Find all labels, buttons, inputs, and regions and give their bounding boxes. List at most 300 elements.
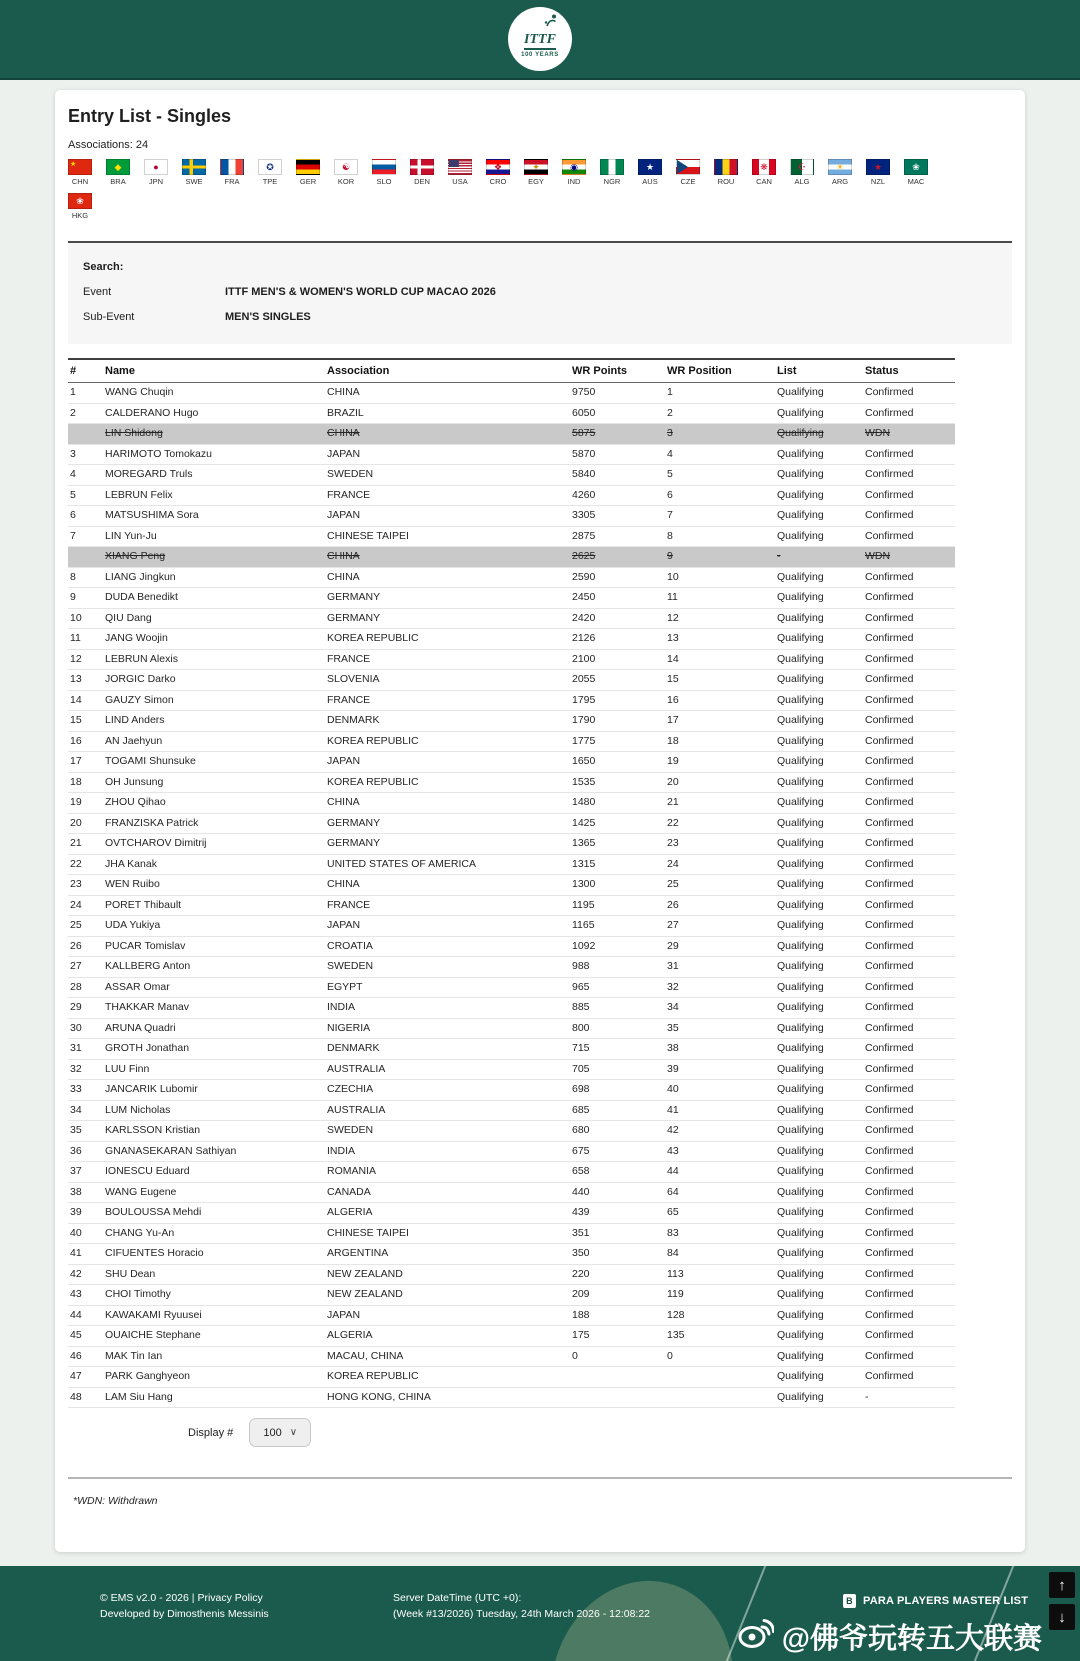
cell-points: 1300	[570, 875, 665, 896]
page-title: Entry List - Singles	[68, 106, 232, 126]
cell-points: 2100	[570, 649, 665, 670]
cell-num: 20	[68, 813, 103, 834]
cell-position: 38	[665, 1039, 775, 1060]
cell-status: WDN	[863, 547, 955, 568]
cell-position: 35	[665, 1018, 775, 1039]
cell-assoc: CHINA	[325, 383, 570, 404]
cell-status: Confirmed	[863, 813, 955, 834]
cell-status: Confirmed	[863, 752, 955, 773]
tpe-flag-icon	[258, 159, 282, 175]
table-row	[68, 895, 955, 916]
cell-position: 40	[665, 1080, 775, 1101]
flag-den	[410, 159, 448, 186]
cell-position: 19	[665, 752, 775, 773]
aus-flag-icon	[638, 159, 662, 175]
cell-assoc: SWEDEN	[325, 957, 570, 978]
cell-name: MATSUSHIMA Sora	[103, 506, 325, 527]
cell-points: 3305	[570, 506, 665, 527]
table-row	[68, 916, 955, 937]
table-body	[68, 383, 955, 1408]
cell-status: Confirmed	[863, 465, 955, 486]
cell-status: Confirmed	[863, 1080, 955, 1101]
cell-list: Qualifying	[775, 1080, 863, 1101]
cell-position: 6	[665, 485, 775, 506]
cell-name: AN Jaehyun	[103, 731, 325, 752]
table-row	[68, 1121, 955, 1142]
cell-status: Confirmed	[863, 383, 955, 404]
cell-points: 2625	[570, 547, 665, 568]
cell-position: 83	[665, 1223, 775, 1244]
cell-num: 19	[68, 793, 103, 814]
cell-num: 15	[68, 711, 103, 732]
flag-code-label: DEN	[414, 177, 430, 186]
cell-points: 6050	[570, 403, 665, 424]
filter-panel	[68, 241, 1012, 344]
cell-num: 12	[68, 649, 103, 670]
search-row	[83, 255, 997, 280]
flag-can	[752, 159, 790, 186]
hkg-flag-icon	[68, 193, 92, 209]
server-datetime-value: (Week #13/2026) Tuesday, 24th March 2026 - 12:08:22	[393, 1608, 651, 1620]
cell-points: 705	[570, 1059, 665, 1080]
cell-num: 37	[68, 1162, 103, 1183]
cell-list: Qualifying	[775, 957, 863, 978]
table-row	[68, 547, 955, 568]
usa-flag-icon	[448, 159, 472, 175]
cell-name: OUAICHE Stephane	[103, 1326, 325, 1347]
cell-num: 8	[68, 567, 103, 588]
column-header: Association	[325, 359, 570, 383]
cell-name: KARLSSON Kristian	[103, 1121, 325, 1142]
cell-name: ASSAR Omar	[103, 977, 325, 998]
cell-num: 11	[68, 629, 103, 650]
table-row	[68, 1203, 955, 1224]
cell-position: 2	[665, 403, 775, 424]
flag-emblem: ❋	[760, 161, 768, 172]
cell-points: 1650	[570, 752, 665, 773]
cell-position: 32	[665, 977, 775, 998]
cell-num: 40	[68, 1223, 103, 1244]
flag-arg	[828, 159, 866, 186]
flag-emblem: ✪	[266, 161, 274, 172]
cell-num: 34	[68, 1100, 103, 1121]
cell-points: 2055	[570, 670, 665, 691]
cell-assoc: FRANCE	[325, 649, 570, 670]
cell-status: Confirmed	[863, 1018, 955, 1039]
cell-name: TOGAMI Shunsuke	[103, 752, 325, 773]
privacy-policy-link[interactable]: Privacy Policy	[197, 1592, 263, 1604]
cell-assoc: CHINA	[325, 793, 570, 814]
table-row	[68, 444, 955, 465]
cell-position: 23	[665, 834, 775, 855]
display-count-row	[188, 1418, 1012, 1447]
flag-slo	[372, 159, 410, 186]
cell-name: ZHOU Qihao	[103, 793, 325, 814]
developer-text: Developed by Dimosthenis Messinis	[100, 1608, 269, 1620]
cell-assoc: SWEDEN	[325, 1121, 570, 1142]
cell-points: 965	[570, 977, 665, 998]
cell-list: Qualifying	[775, 1223, 863, 1244]
cell-position: 21	[665, 793, 775, 814]
cell-position: 13	[665, 629, 775, 650]
flag-ger	[296, 159, 334, 186]
ngr-flag-icon	[600, 159, 624, 175]
flag-code-label: NZL	[870, 177, 886, 186]
cell-position: 41	[665, 1100, 775, 1121]
cell-name: MOREGARD Truls	[103, 465, 325, 486]
cell-name: KAWAKAMI Ryuusei	[103, 1305, 325, 1326]
cell-list: Qualifying	[775, 854, 863, 875]
cell-list: Qualifying	[775, 916, 863, 937]
ger-flag-icon	[296, 159, 320, 175]
flag-swe	[182, 159, 220, 186]
mac-flag-icon	[904, 159, 928, 175]
cell-assoc: BRAZIL	[325, 403, 570, 424]
flag-rou	[714, 159, 752, 186]
cell-status: Confirmed	[863, 1305, 955, 1326]
cell-points: 885	[570, 998, 665, 1019]
cell-position: 25	[665, 875, 775, 896]
ittf-logo-years: 100 YEARS	[521, 51, 559, 58]
cell-name: GNANASEKARAN Sathiyan	[103, 1141, 325, 1162]
cell-status: Confirmed	[863, 834, 955, 855]
cell-position: 34	[665, 998, 775, 1019]
cell-num: 32	[68, 1059, 103, 1080]
fra-flag-icon	[220, 159, 244, 175]
cell-num: 29	[68, 998, 103, 1019]
cell-position: 64	[665, 1182, 775, 1203]
cell-list: Qualifying	[775, 588, 863, 609]
flags-list	[68, 159, 973, 227]
flag-emblem: ◆	[114, 161, 122, 172]
cell-list: Qualifying	[775, 608, 863, 629]
flag-code-label: HKG	[71, 211, 89, 220]
cell-name: THAKKAR Manav	[103, 998, 325, 1019]
display-count-value: 100	[263, 1426, 282, 1439]
cell-assoc: AUSTRALIA	[325, 1059, 570, 1080]
flag-code-label: FRA	[224, 177, 240, 186]
cell-points: 1790	[570, 711, 665, 732]
cell-list: Qualifying	[775, 1203, 863, 1224]
cell-name: GROTH Jonathan	[103, 1039, 325, 1060]
cell-assoc: CZECHIA	[325, 1080, 570, 1101]
table-row	[68, 957, 955, 978]
cell-list: Qualifying	[775, 1387, 863, 1408]
cell-assoc: MACAU, CHINA	[325, 1346, 570, 1367]
cell-assoc: FRANCE	[325, 690, 570, 711]
entry-table	[68, 358, 955, 1408]
cell-position: 135	[665, 1326, 775, 1347]
cell-list: Qualifying	[775, 403, 863, 424]
cell-assoc: GERMANY	[325, 608, 570, 629]
flag-usa	[448, 159, 486, 186]
flag-kor	[334, 159, 372, 186]
swe-flag-icon	[182, 159, 206, 175]
cell-list: Qualifying	[775, 1326, 863, 1347]
flag-cro	[486, 159, 524, 186]
cell-position: 42	[665, 1121, 775, 1142]
event-row	[83, 280, 997, 305]
cell-list: Qualifying	[775, 977, 863, 998]
cell-status: Confirmed	[863, 875, 955, 896]
cell-name: DUDA Benedikt	[103, 588, 325, 609]
cell-status: Confirmed	[863, 1223, 955, 1244]
cell-position: 14	[665, 649, 775, 670]
cell-list: Qualifying	[775, 690, 863, 711]
cell-status: Confirmed	[863, 936, 955, 957]
cell-points: 9750	[570, 383, 665, 404]
table-row	[68, 1223, 955, 1244]
cell-points: 2420	[570, 608, 665, 629]
cell-list: Qualifying	[775, 383, 863, 404]
table-row	[68, 1326, 955, 1347]
column-header: WR Points	[570, 359, 665, 383]
cell-status: Confirmed	[863, 526, 955, 547]
cell-list: Qualifying	[775, 506, 863, 527]
table-tennis-player-icon	[543, 14, 559, 32]
table-row	[68, 588, 955, 609]
column-header: Name	[103, 359, 325, 383]
flag-cze	[676, 159, 714, 186]
cell-num: 30	[68, 1018, 103, 1039]
cell-num: 31	[68, 1039, 103, 1060]
cell-status: Confirmed	[863, 711, 955, 732]
cell-assoc: CROATIA	[325, 936, 570, 957]
cell-status: Confirmed	[863, 998, 955, 1019]
table-row	[68, 1367, 955, 1388]
flag-nzl	[866, 159, 904, 186]
cell-assoc: GERMANY	[325, 588, 570, 609]
cell-assoc: CHINA	[325, 547, 570, 568]
table-row	[68, 424, 955, 445]
cell-list: Qualifying	[775, 567, 863, 588]
table-row	[68, 1018, 955, 1039]
scroll-to-bottom-button[interactable]: ↓	[1049, 1604, 1075, 1630]
cell-position: 20	[665, 772, 775, 793]
cell-points: 698	[570, 1080, 665, 1101]
table-row	[68, 506, 955, 527]
scroll-to-top-button[interactable]: ↑	[1049, 1572, 1075, 1598]
cell-status: Confirmed	[863, 1141, 955, 1162]
cell-list: Qualifying	[775, 834, 863, 855]
cell-points	[570, 1387, 665, 1408]
flag-code-label: IND	[567, 177, 581, 186]
flag-mac	[904, 159, 942, 186]
flag-chn	[68, 159, 106, 186]
cell-status: Confirmed	[863, 854, 955, 875]
cell-name: HARIMOTO Tomokazu	[103, 444, 325, 465]
table-row	[68, 1346, 955, 1367]
cell-points: 1165	[570, 916, 665, 937]
table-row	[68, 1387, 955, 1408]
cell-list: Qualifying	[775, 752, 863, 773]
cell-position: 0	[665, 1346, 775, 1367]
weibo-icon	[738, 1618, 774, 1656]
cell-name: BOULOUSSA Mehdi	[103, 1203, 325, 1224]
cell-list: Qualifying	[775, 1059, 863, 1080]
cell-points: 5875	[570, 424, 665, 445]
cell-list: Qualifying	[775, 1141, 863, 1162]
table-row	[68, 854, 955, 875]
cell-list: Qualifying	[775, 998, 863, 1019]
cell-assoc: ALGERIA	[325, 1203, 570, 1224]
cell-points: 2875	[570, 526, 665, 547]
cell-points: 440	[570, 1182, 665, 1203]
cell-assoc: CHINA	[325, 567, 570, 588]
cell-position: 10	[665, 567, 775, 588]
cell-points: 1365	[570, 834, 665, 855]
cell-num: 38	[68, 1182, 103, 1203]
cell-position	[665, 1367, 775, 1388]
cell-num: 21	[68, 834, 103, 855]
cell-position: 12	[665, 608, 775, 629]
flag-code-label: GER	[299, 177, 317, 186]
cell-status: Confirmed	[863, 1162, 955, 1183]
table-row	[68, 752, 955, 773]
cell-status: Confirmed	[863, 608, 955, 629]
cell-status: Confirmed	[863, 1285, 955, 1306]
cell-position: 18	[665, 731, 775, 752]
cell-points: 209	[570, 1285, 665, 1306]
cell-status: Confirmed	[863, 957, 955, 978]
cell-num: 44	[68, 1305, 103, 1326]
cell-position: 17	[665, 711, 775, 732]
cell-points: 2126	[570, 629, 665, 650]
cell-num: 6	[68, 506, 103, 527]
cell-name: OVTCHAROV Dimitrij	[103, 834, 325, 855]
flag-code-label: SWE	[185, 177, 203, 186]
table-row	[68, 1285, 955, 1306]
cell-points: 220	[570, 1264, 665, 1285]
cell-name: LIANG Jingkun	[103, 567, 325, 588]
flag-emblem: ●	[153, 161, 159, 172]
table-row	[68, 793, 955, 814]
cell-num: 1	[68, 383, 103, 404]
cell-assoc: JAPAN	[325, 444, 570, 465]
cell-points: 1195	[570, 895, 665, 916]
table-row	[68, 1100, 955, 1121]
subevent-value: MEN'S SINGLES	[225, 311, 311, 323]
cell-assoc: KOREA REPUBLIC	[325, 629, 570, 650]
cell-status: Confirmed	[863, 1244, 955, 1265]
cell-points	[570, 1367, 665, 1388]
cell-name: MAK Tin Ian	[103, 1346, 325, 1367]
cell-list: Qualifying	[775, 1285, 863, 1306]
cell-num: 41	[68, 1244, 103, 1265]
cell-status: Confirmed	[863, 485, 955, 506]
cell-assoc: ALGERIA	[325, 1326, 570, 1347]
table-row	[68, 608, 955, 629]
flag-emblem: ☯	[341, 161, 351, 172]
cell-num: 28	[68, 977, 103, 998]
flag-jpn	[144, 159, 182, 186]
para-players-master-list-link[interactable]	[843, 1594, 1028, 1608]
cell-num	[68, 547, 103, 568]
cell-assoc: JAPAN	[325, 752, 570, 773]
cell-name: WANG Eugene	[103, 1182, 325, 1203]
flag-emblem: ★	[873, 161, 883, 172]
cell-points: 1795	[570, 690, 665, 711]
cell-points: 1480	[570, 793, 665, 814]
table-row	[68, 383, 955, 404]
cell-points: 685	[570, 1100, 665, 1121]
flag-code-label: CHN	[71, 177, 89, 186]
cell-position: 44	[665, 1162, 775, 1183]
kor-flag-icon	[334, 159, 358, 175]
cell-num: 45	[68, 1326, 103, 1347]
cell-name: JHA Kanak	[103, 854, 325, 875]
slo-flag-icon	[372, 159, 396, 175]
cell-assoc: ARGENTINA	[325, 1244, 570, 1265]
subevent-row	[83, 305, 997, 330]
cell-points: 2590	[570, 567, 665, 588]
cell-list: Qualifying	[775, 465, 863, 486]
table-row	[68, 1162, 955, 1183]
cell-position: 31	[665, 957, 775, 978]
cell-num: 14	[68, 690, 103, 711]
cell-list: Qualifying	[775, 526, 863, 547]
cell-name: CHANG Yu-An	[103, 1223, 325, 1244]
flag-code-label: BRA	[110, 177, 126, 186]
cell-num: 7	[68, 526, 103, 547]
cell-name: LUM Nicholas	[103, 1100, 325, 1121]
cell-points: 658	[570, 1162, 665, 1183]
flag-code-label: KOR	[337, 177, 355, 186]
cell-points: 0	[570, 1346, 665, 1367]
cell-points: 4260	[570, 485, 665, 506]
flag-emblem: ❖	[493, 161, 503, 172]
cell-position: 1	[665, 383, 775, 404]
cell-num: 35	[68, 1121, 103, 1142]
cell-assoc: CANADA	[325, 1182, 570, 1203]
cell-status: Confirmed	[863, 1326, 955, 1347]
cell-position: 24	[665, 854, 775, 875]
footer-left	[100, 1590, 269, 1622]
cell-num: 4	[68, 465, 103, 486]
cell-position: 22	[665, 813, 775, 834]
subevent-label: Sub-Event	[83, 311, 135, 323]
cell-points: 351	[570, 1223, 665, 1244]
cell-list: Qualifying	[775, 670, 863, 691]
cell-position: 119	[665, 1285, 775, 1306]
cell-assoc: EGYPT	[325, 977, 570, 998]
flag-emblem: ★	[645, 161, 655, 172]
cell-name: FRANZISKA Patrick	[103, 813, 325, 834]
cell-points: 675	[570, 1141, 665, 1162]
ittf-logo-underline	[524, 48, 556, 50]
cell-list: Qualifying	[775, 772, 863, 793]
table-row	[68, 526, 955, 547]
display-count-select[interactable]	[249, 1418, 311, 1447]
cell-status: Confirmed	[863, 629, 955, 650]
cell-assoc: NEW ZEALAND	[325, 1264, 570, 1285]
cro-flag-icon	[486, 159, 510, 175]
cell-num: 10	[68, 608, 103, 629]
flag-emblem: ◉	[570, 161, 578, 172]
cell-assoc: SLOVENIA	[325, 670, 570, 691]
cell-position: 84	[665, 1244, 775, 1265]
cell-num: 5	[68, 485, 103, 506]
cell-name: LEBRUN Felix	[103, 485, 325, 506]
cell-points: 350	[570, 1244, 665, 1265]
flag-emblem: ✦	[532, 161, 540, 172]
cell-list: Qualifying	[775, 1264, 863, 1285]
table-row	[68, 1244, 955, 1265]
cell-list: Qualifying	[775, 424, 863, 445]
cell-assoc: SWEDEN	[325, 465, 570, 486]
cell-list: Qualifying	[775, 1182, 863, 1203]
cell-status: Confirmed	[863, 793, 955, 814]
